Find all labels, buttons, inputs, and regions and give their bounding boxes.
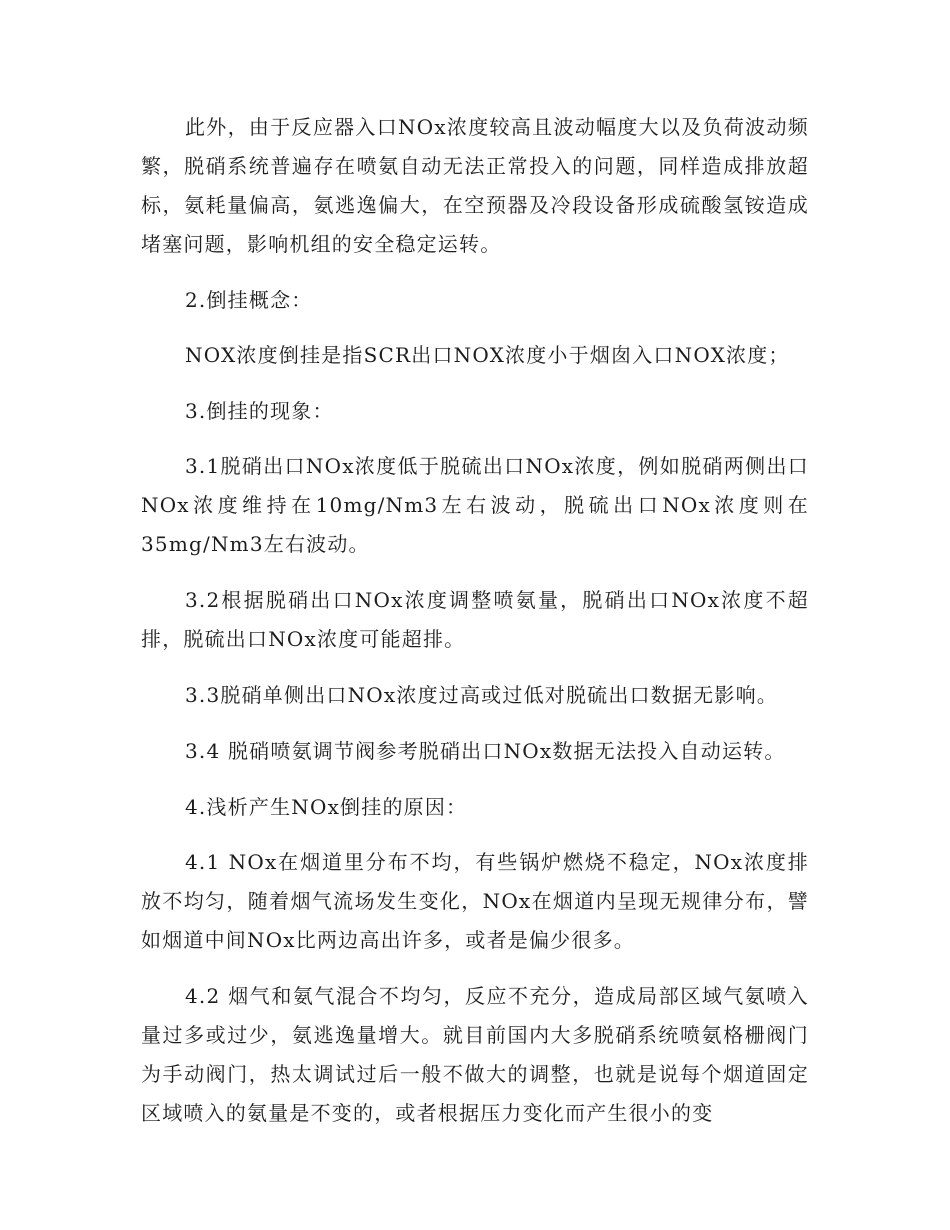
paragraph-intro: 此外，由于反应器入口NOx浓度较高且波动幅度大以及负荷波动频繁，脱硝系统普遍存在喷氨自动无法正常投入的问题，同样造成排放超标，氨耗量偏高，氨逃逸偏大，在空预器及冷段设备形成硫酸氢铵造成堵塞问题，影响机组的安全稳定运转。 (141, 115, 809, 256)
paragraph-3-1: 3.1脱硝出口NOx浓度低于脱硫出口NOx浓度，例如脱硝两侧出口NOx浓度维持在10mg/Nm3左右波动，脱硫出口NOx浓度则在35mg/Nm3左右波动。 (141, 454, 809, 556)
paragraph-definition: NOX浓度倒挂是指SCR出口NOX浓度小于烟囱入口NOX浓度； (185, 343, 790, 367)
section-heading-4: 4.浅析产生NOx倒挂的原因： (185, 795, 468, 819)
paragraph-3-2: 3.2根据脱硝出口NOx浓度调整喷氨量，脱硝出口NOx浓度不超排，脱硫出口NOx浓度可能超排。 (141, 588, 809, 651)
paragraph-4-1: 4.1 NOx在烟道里分布不均，有些锅炉燃烧不稳定，NOx浓度排放不均匀，随着烟气流场发生变化，NOx在烟道内呈现无规律分布，譬如烟道中间NOx比两边高出许多，或者是偏少很多。 (141, 850, 809, 952)
section-heading-2: 2.倒挂概念： (185, 288, 313, 312)
paragraph-4-2: 4.2 烟气和氨气混合不均匀，反应不充分，造成局部区域气氨喷入量过多或过少，氨逃逸量增大。就目前国内大多脱硝系统喷氨格栅阀门为手动阀门，热太调试过后一般不做大的调整，也就是说每个烟道固定区域喷入的氨量是不变的，或者根据压力变化而产生很小的变 (141, 984, 809, 1125)
paragraph-3-3: 3.3脱硝单侧出口NOx浓度过高或过低对脱硫出口数据无影响。 (185, 683, 778, 707)
section-heading-3: 3.倒挂的现象： (185, 399, 334, 423)
document-body (141, 108, 809, 1150)
paragraph-3-4: 3.4 脱硝喷氨调节阀参考脱硝出口NOx数据无法投入自动运转。 (185, 739, 786, 763)
